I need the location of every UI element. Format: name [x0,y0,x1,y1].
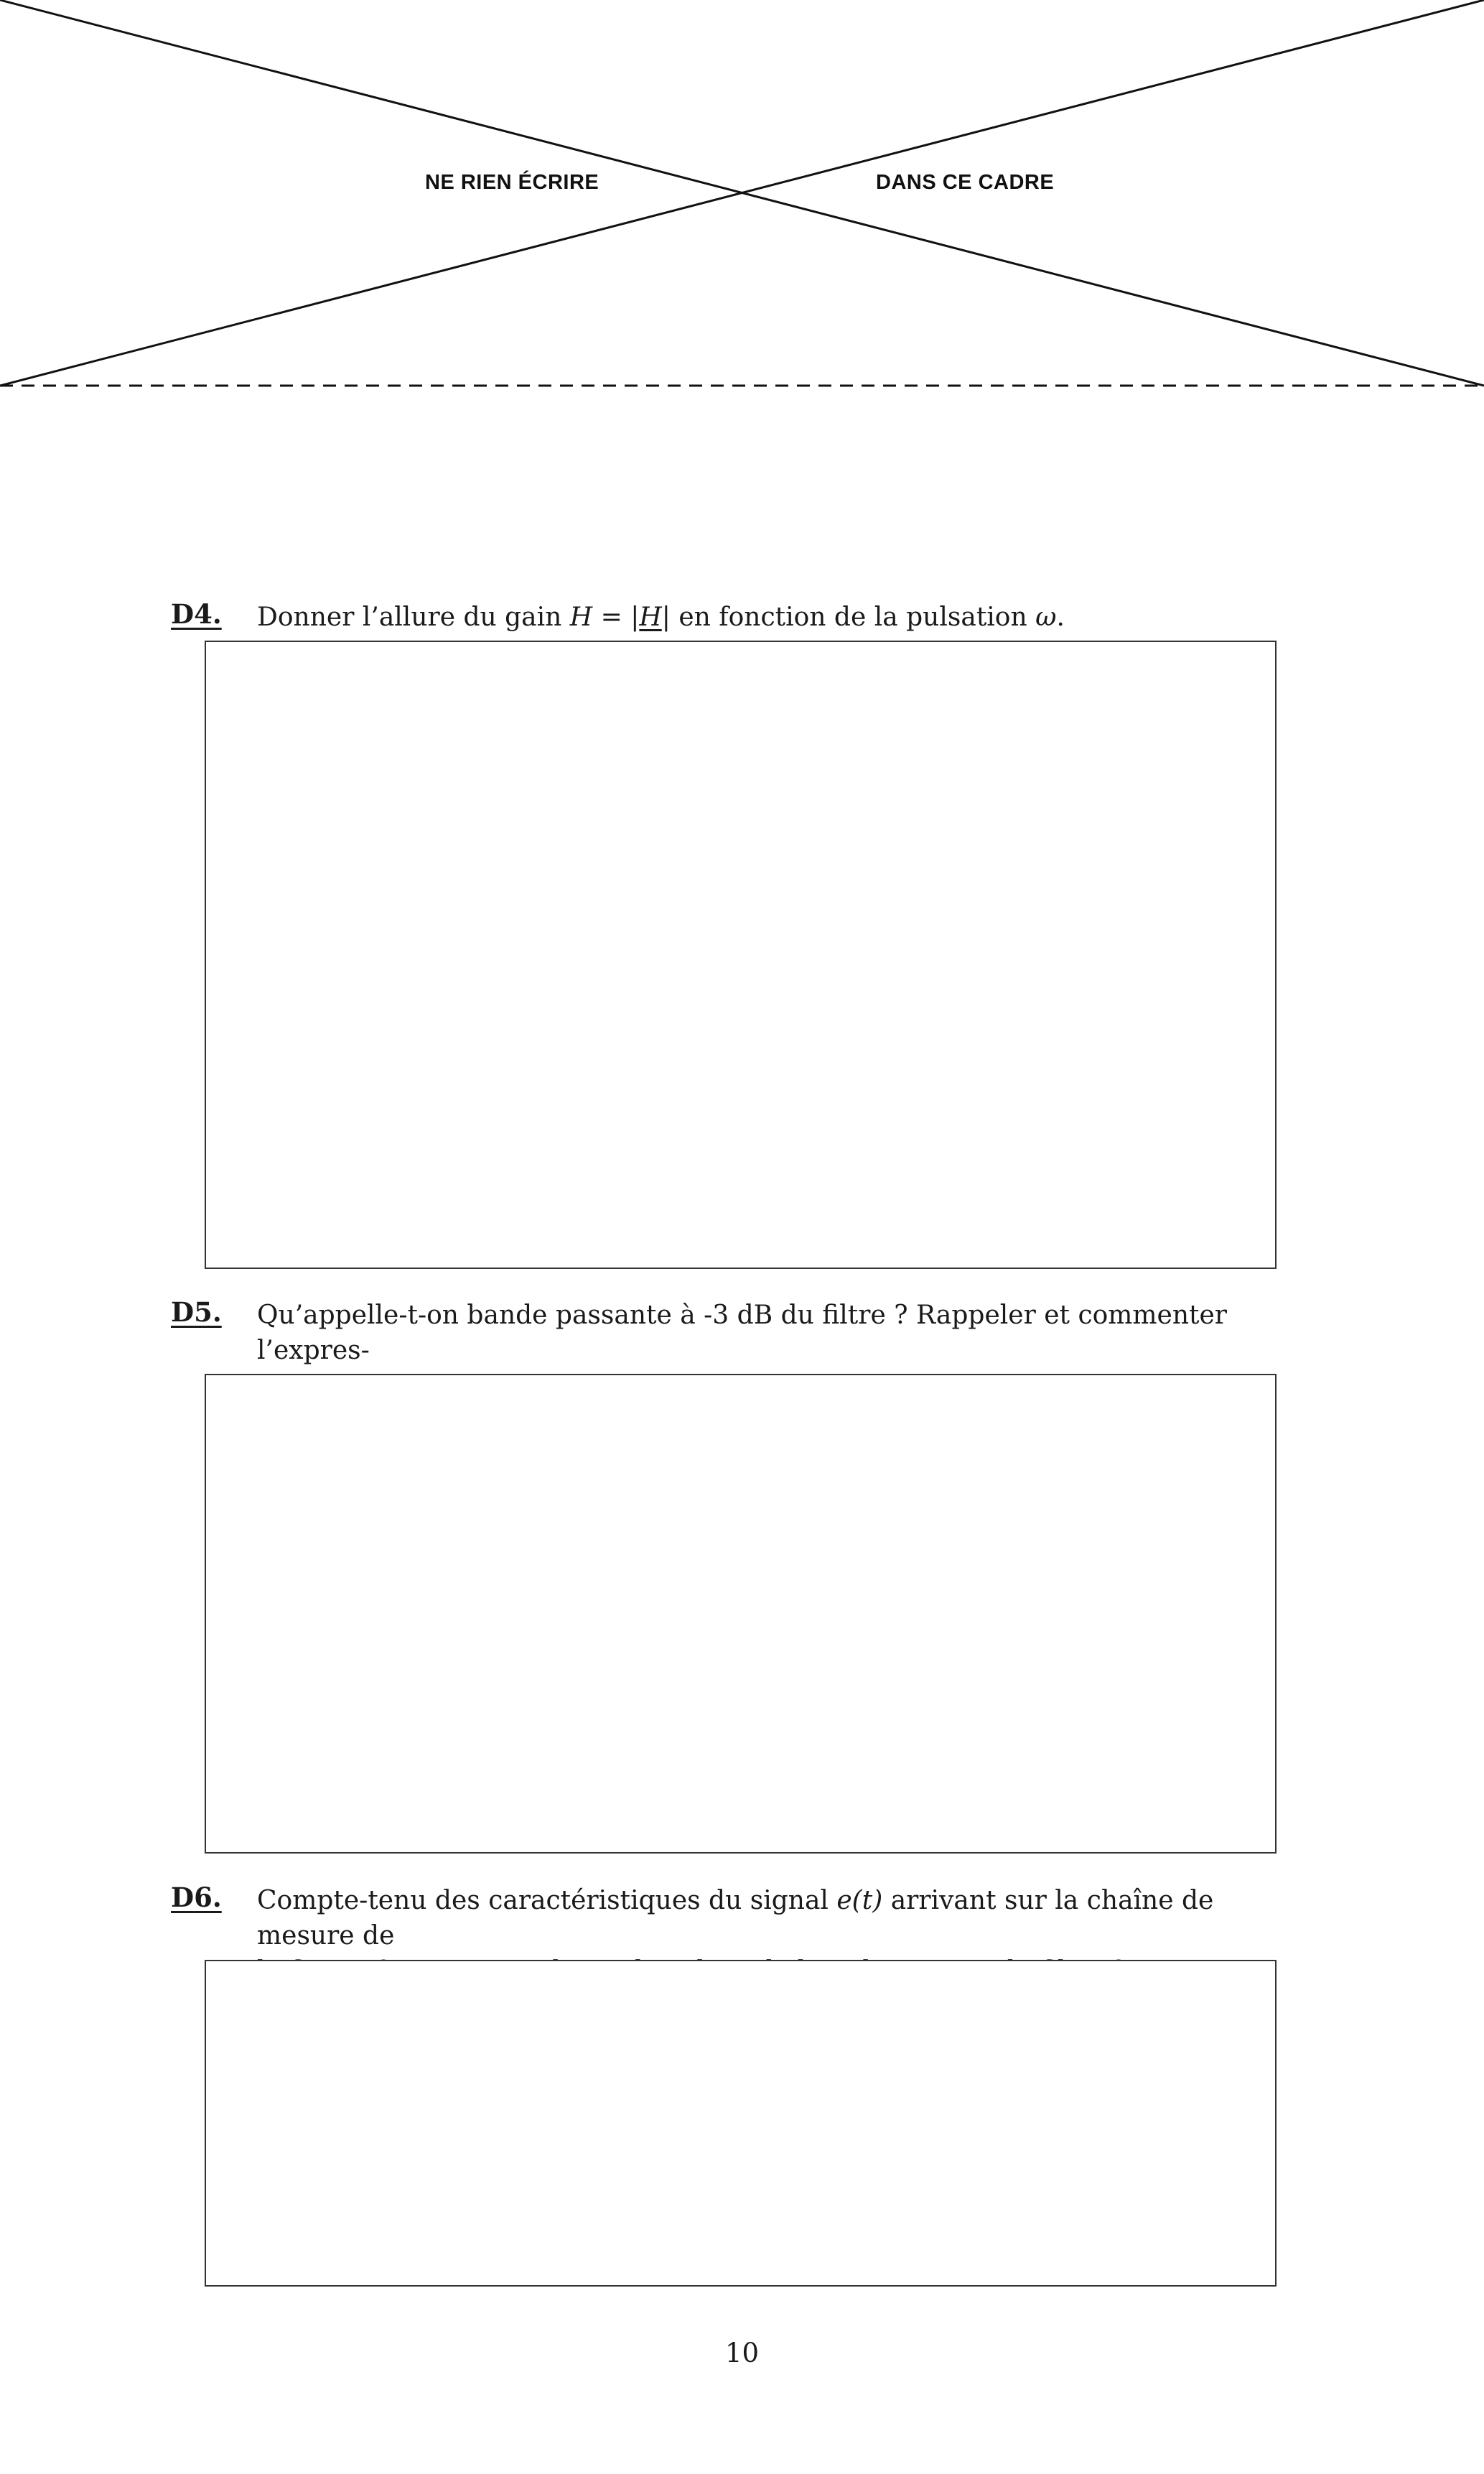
question-d4 [171,598,1277,641]
question-label: D5. [171,1296,222,1328]
question-d6 [171,1882,1277,1953]
question-label: D4. [171,598,222,630]
question-d5 [171,1296,1277,1368]
header-right-text: DANS CE CADRE [876,171,1055,194]
answer-box-d6[interactable] [205,1960,1277,2287]
answer-box-d5[interactable] [205,1374,1277,1854]
question-text: Qu’appelle-t-on bande passante à -3 dB du filtre ? Rappeler et commenter l’expres- [257,1301,1228,1365]
answer-box-d4[interactable] [205,641,1277,1269]
header-left-text: NE RIEN ÉCRIRE [425,171,599,194]
question-text: Donner l’allure du gain H = |H| en fonction de la pulsation ω. [257,603,1065,632]
do-not-write-frame [0,0,1484,391]
question-text: Compte-tenu des caractéristiques du signal e(t) arrivant sur la chaîne de mesure de [257,1886,1214,1950]
page-number: 10 [724,2338,760,2368]
question-label: D6. [171,1882,222,1913]
